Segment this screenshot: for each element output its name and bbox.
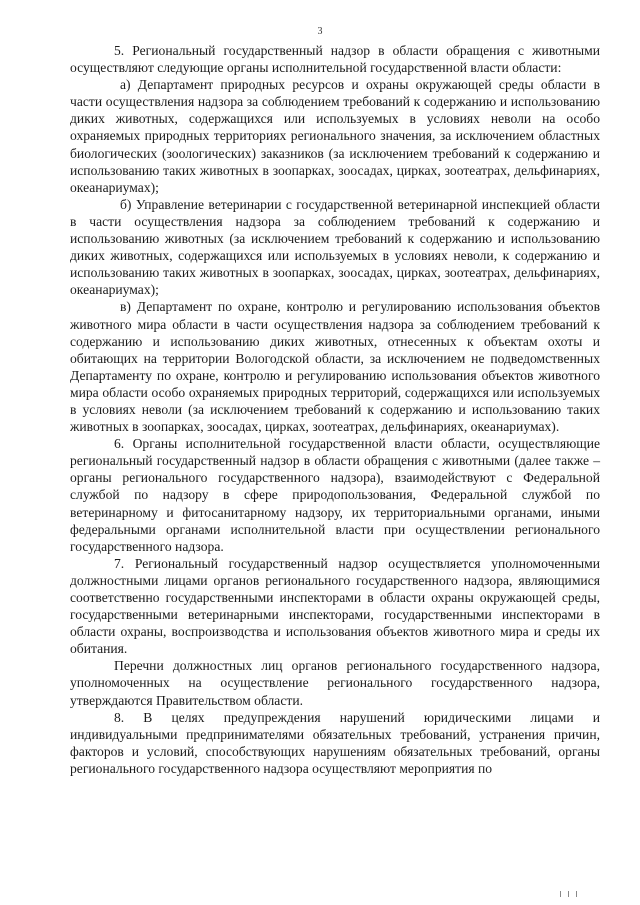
paragraph-6: 6. Органы исполнительной государственной власти области, осуществляющие региональный государственный надзор в области обращения с животными (далее также – органы регионального государственного надзора), взаимодействуют с Федеральной службой по надзору в сфере природопользования, Федеральной службой по ветеринарному и фитосанитарному надзору, их территориальными органами, иными федеральными органами исполнительной власти при осуществлении регионального государственного надзора. xyxy=(70,436,600,554)
paragraph-5: 5. Региональный государственный надзор в области обращения с животными осуществляют следующие органы исполнительной государственной власти области: xyxy=(70,43,600,76)
paragraph-7: 7. Региональный государственный надзор осуществляется уполномоченными должностными лицами органов регионального государственного надзора, являющимися соответственно государственными инспекторами в области охраны окружающей среды, государственными ветеринарными инспекторами, государственными инспекторами в области охраны, воспроизводства и использования объектов животного мира и среды их обитания. xyxy=(70,555,600,657)
paragraph-5a: а) Департамент природных ресурсов и охраны окружающей среды области в части осуществления надзора за соблюдением требований к содержанию и использованию диких животных, содержащихся или используемых в условиях неволи на особо охраняемых природных территориях регионального значения, за исключением областных биологических (зоологических) заказников (за исключением требований к содержанию и использованию таких животных в зоопарках, зоосадах, цирках, зоотеатрах, дельфинариях, океанариумах); xyxy=(70,77,600,195)
page-number: 3 xyxy=(317,26,323,37)
paragraph-7-continued: Перечни должностных лиц органов регионального государственного надзора, уполномоченных на осуществление регионального государственного надзора, утверждаются Правительством области. xyxy=(70,658,600,708)
scan-margin-marks xyxy=(558,891,578,899)
paragraph-8: 8. В целях предупреждения нарушений юридическими лицами и индивидуальными предпринимателями обязательных требований, устранения причин, факторов и условий, способствующих нарушениям обязательных требований, органы регионального государственного надзора осуществляют мероприятия по xyxy=(70,709,600,776)
document-body xyxy=(70,42,600,777)
paragraph-5b: б) Управление ветеринарии с государственной ветеринарной инспекцией области в части осуществления надзора за соблюдением требований к содержанию и использованию животных (за исключением требований к содержанию и использованию диких животных, содержащихся или используемых в условиях неволи, к содержанию и использованию таких животных в зоопарках, зоосадах, цирках, зоотеатрах, дельфинариях, океанариумах); xyxy=(70,196,600,298)
paragraph-5v: в) Департамент по охране, контролю и регулированию использования объектов животного мира области в части осуществления надзора за соблюдением требований к содержанию и использованию диких животных, отнесенных к объектам охоты и обитающих на территории Вологодской области, за исключением не подведомственных Департаменту по охране, контролю и регулированию использования объектов животного мира области особо охраняемых природных территорий, содержащихся или используемых в условиях неволи (за исключением требований к содержанию и использованию таких животных в зоопарках, зоосадах, цирках, зоотеатрах, дельфинариях, океанариумах). xyxy=(70,299,600,435)
